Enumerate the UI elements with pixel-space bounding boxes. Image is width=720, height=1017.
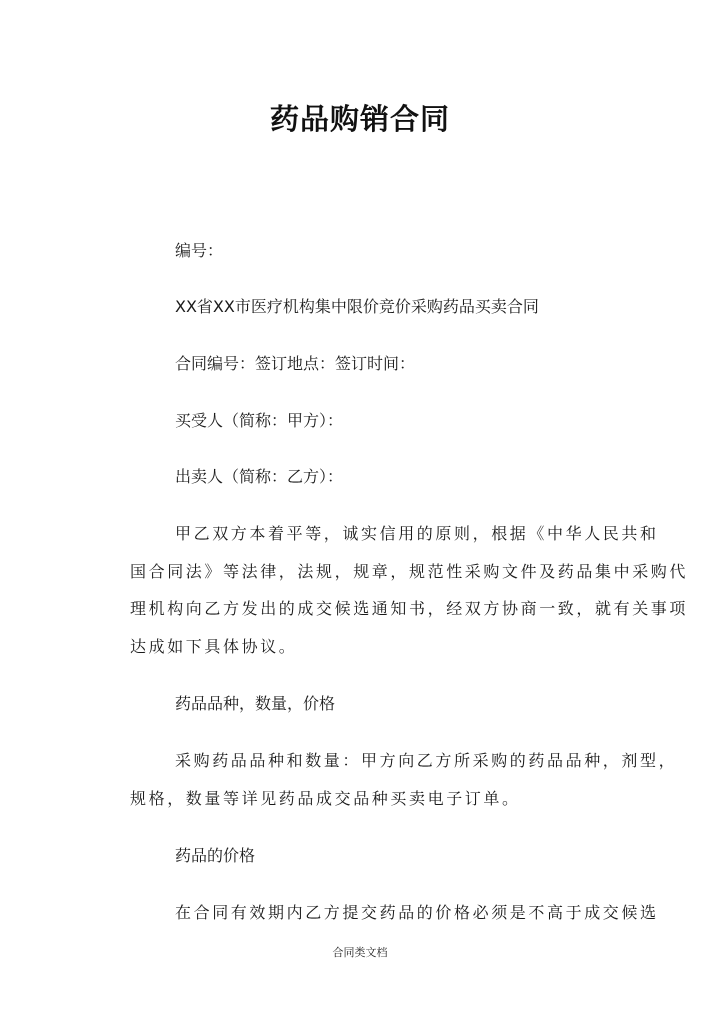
number-label: 编号： bbox=[175, 241, 224, 260]
section-heading-varieties: 药品品种，数量，价格 bbox=[175, 694, 336, 713]
document-title: 药品购销合同 bbox=[269, 102, 450, 136]
section-heading-price: 药品的价格 bbox=[175, 846, 256, 865]
paragraph-line: 采购药品品种和数量：甲方向乙方所采购的药品品种，剂型， bbox=[175, 751, 678, 770]
contract-subtitle: XX省XX市医疗机构集中限价竞价采购药品买卖合同 bbox=[175, 297, 539, 316]
paragraph-line: 甲乙双方本着平等，诚实信用的原则，根据《中华人民共和 bbox=[175, 524, 659, 543]
paragraph-line: 理机构向乙方发出的成交候选通知书，经双方协商一致，就有关事项 bbox=[130, 599, 689, 618]
page-footer: 合同类文档 bbox=[332, 946, 388, 959]
buyer-party: 买受人（简称：甲方）： bbox=[175, 411, 344, 430]
paragraph-line: 规格，数量等详见药品成交品种买卖电子订单。 bbox=[130, 789, 521, 808]
paragraph-line: 在合同有效期内乙方提交药品的价格必须是不高于成交候选 bbox=[175, 903, 659, 922]
paragraph-line: 达成如下具体协议。 bbox=[130, 637, 298, 656]
contract-meta: 合同编号：签订地点：签订时间： bbox=[175, 354, 416, 373]
paragraph-line: 国合同法》等法律，法规，规章，规范性采购文件及药品集中采购代 bbox=[130, 562, 689, 581]
seller-party: 出卖人（简称：乙方）： bbox=[175, 467, 344, 486]
